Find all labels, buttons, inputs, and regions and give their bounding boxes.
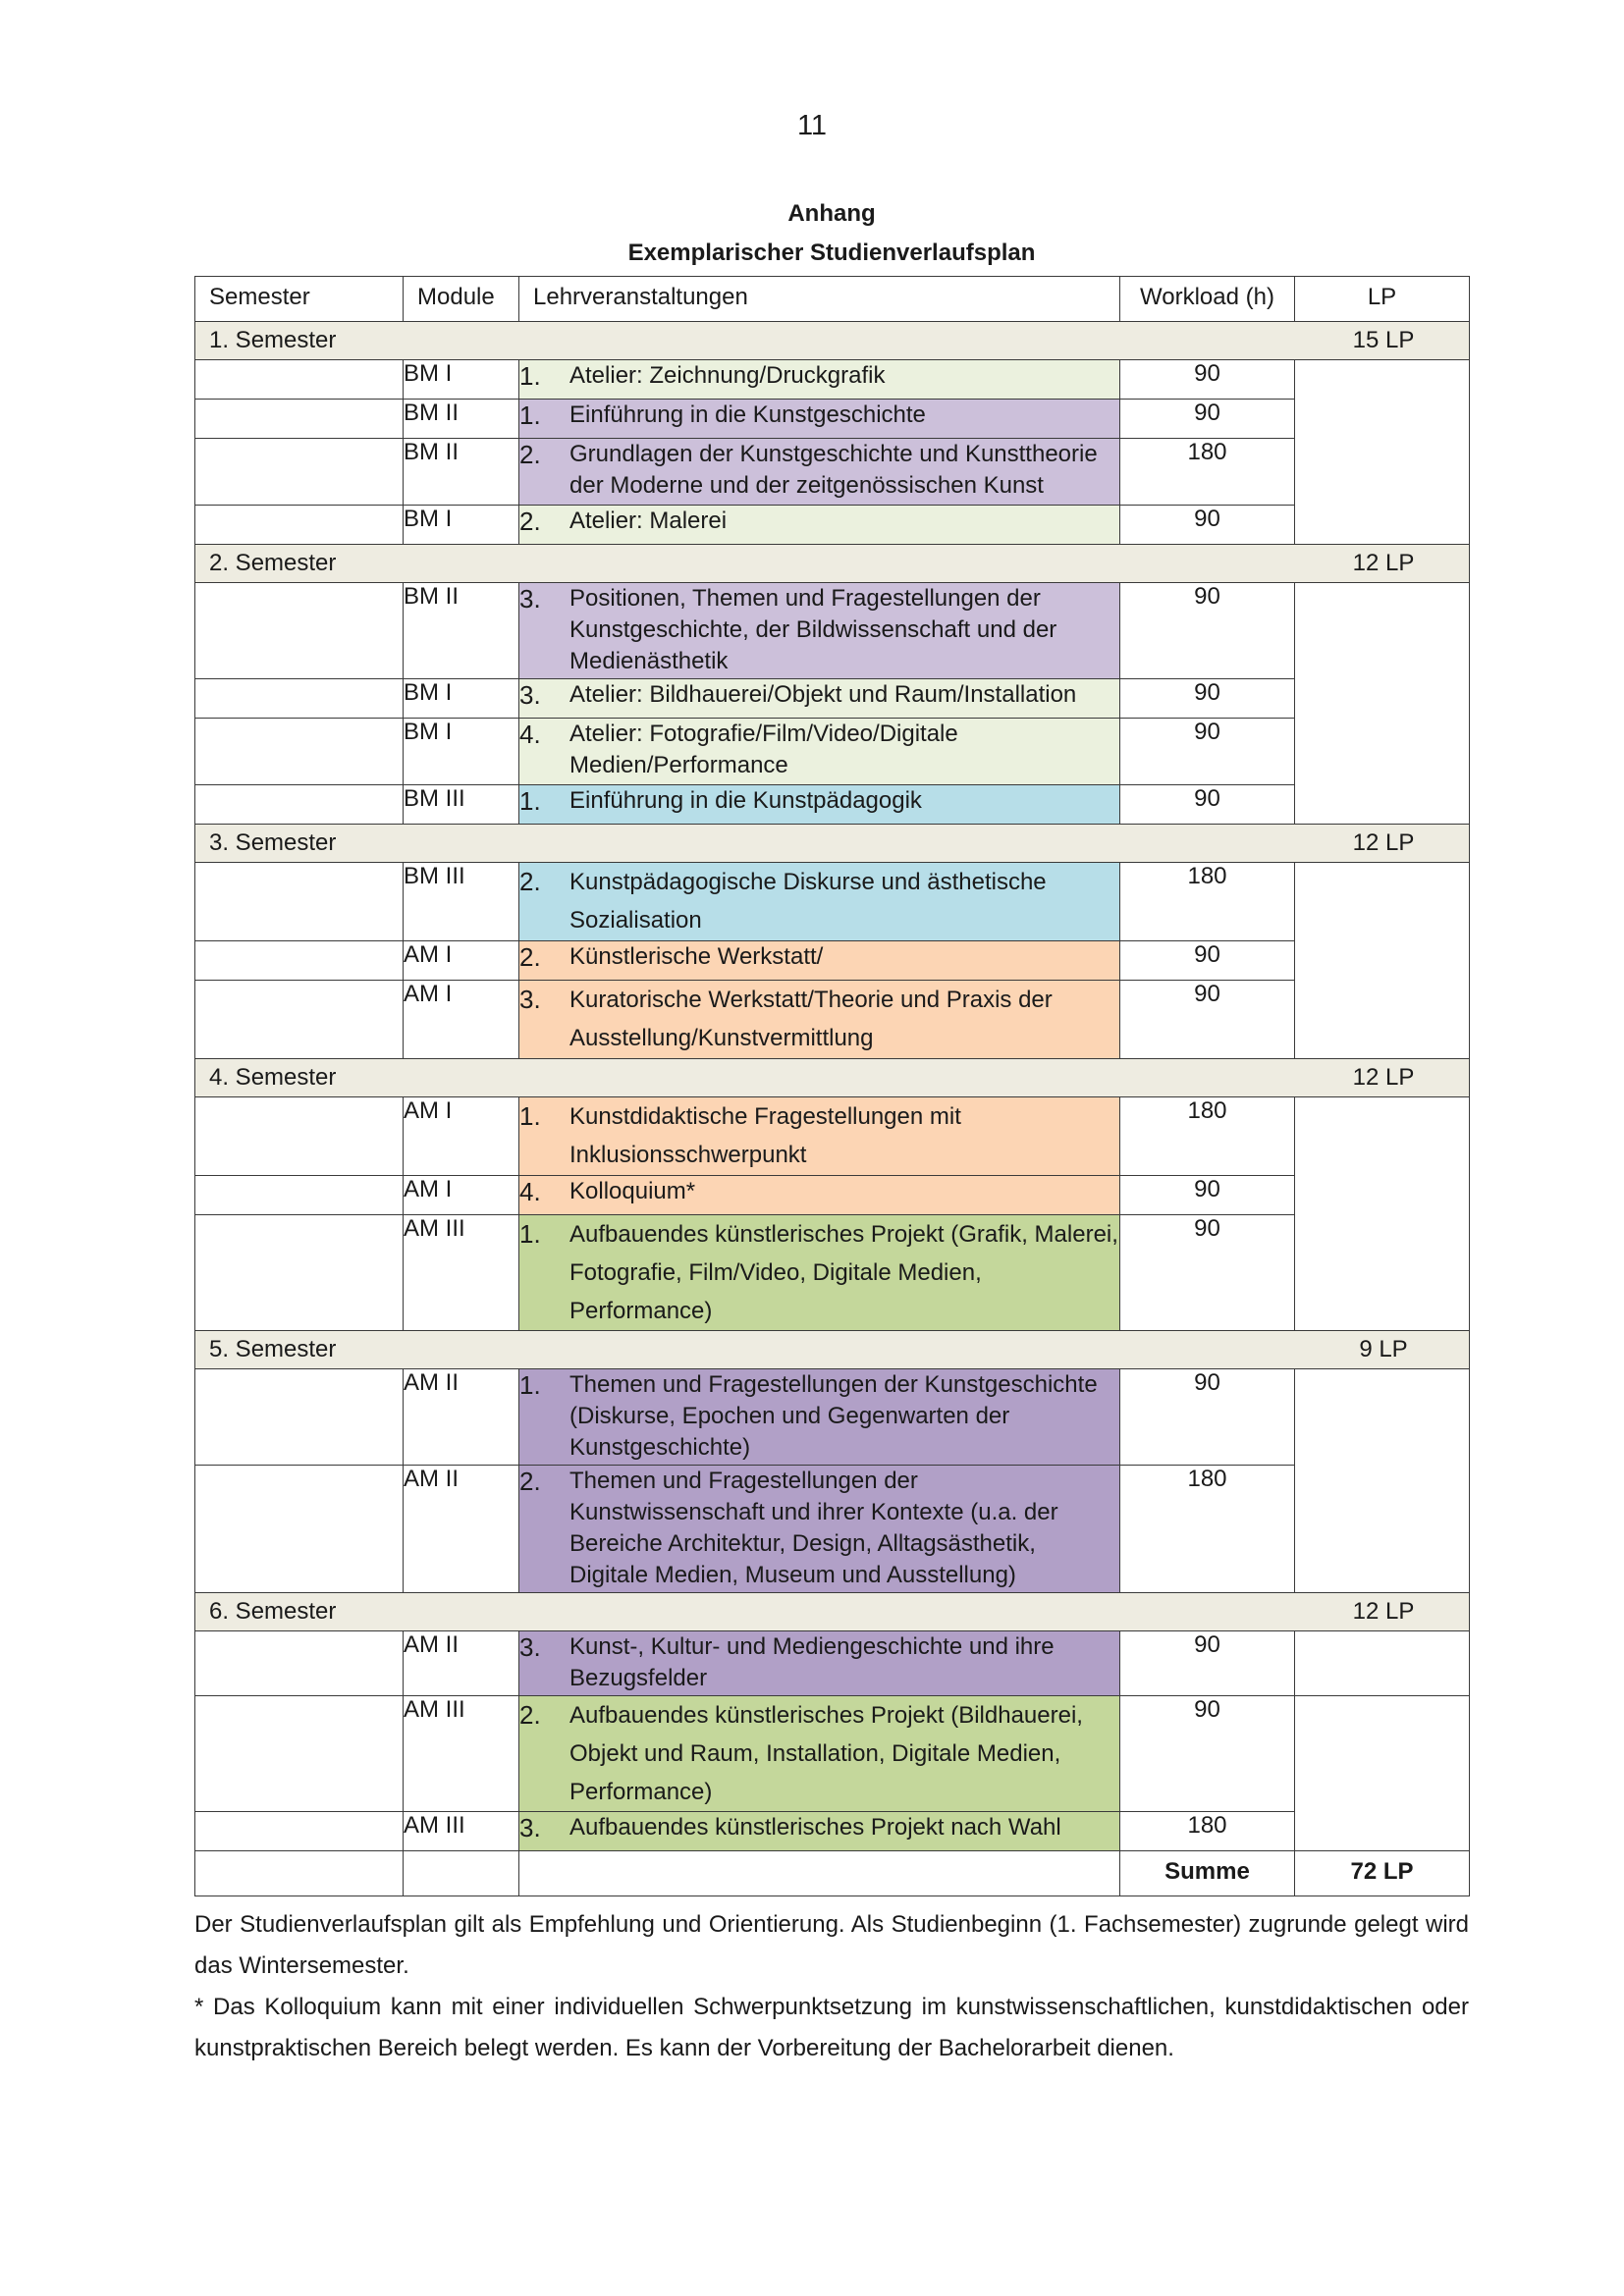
course-title: Atelier: Bildhauerei/Objekt und Raum/Installation <box>569 681 1077 708</box>
course-number: 3. <box>519 1813 541 1842</box>
course-title: Einführung in die Kunstpädagogik <box>569 787 922 814</box>
semester-row <box>195 1593 1470 1631</box>
summary-label: Summe <box>1120 1851 1295 1896</box>
module-cell: BM II <box>404 439 519 506</box>
course-title: Kuratorische Werkstatt/Theorie und Praxis der Ausstellung/Kunstvermittlung <box>569 987 1053 1051</box>
course-title: Kunstdidaktische Fragestellungen mit Inklusionsschwerpunkt <box>569 1103 961 1168</box>
course-cell <box>519 1097 1120 1176</box>
semester-label: 4. Semester <box>209 1064 337 1091</box>
course-number: 2. <box>519 942 541 972</box>
workload-cell: 90 <box>1120 1369 1295 1466</box>
workload-cell: 180 <box>1120 1097 1295 1176</box>
course-number: 1. <box>519 361 541 391</box>
workload-cell: 90 <box>1120 400 1295 439</box>
workload-cell: 90 <box>1120 360 1295 400</box>
course-number: 1. <box>519 1219 541 1249</box>
course-cell <box>519 1812 1120 1851</box>
module-cell: BM I <box>404 360 519 400</box>
module-cell: AM III <box>404 1812 519 1851</box>
course-cell <box>519 719 1120 785</box>
module-cell: BM I <box>404 679 519 719</box>
lp-cell <box>1295 360 1470 545</box>
course-number: 3. <box>519 985 541 1014</box>
course-title: Einführung in die Kunstgeschichte <box>569 401 926 428</box>
table-row <box>195 1466 1470 1593</box>
module-cell: AM I <box>404 981 519 1059</box>
semester-lp: 12 LP <box>1352 550 1415 576</box>
module-cell: AM II <box>404 1631 519 1696</box>
study-plan-table <box>194 276 1470 1896</box>
table-row <box>195 1097 1470 1176</box>
course-title: Atelier: Zeichnung/Druckgrafik <box>569 362 886 389</box>
course-cell <box>519 1696 1120 1812</box>
course-number: 3. <box>519 680 541 710</box>
workload-cell: 90 <box>1120 719 1295 785</box>
table-header-row <box>195 277 1470 322</box>
semester-label: 5. Semester <box>209 1336 337 1362</box>
table-row <box>195 400 1470 439</box>
course-title: Aufbauendes künstlerisches Projekt (Bildhauerei, Objekt und Raum, Installation, Digitale Medien, Performance) <box>569 1702 1083 1805</box>
workload-cell: 180 <box>1120 1812 1295 1851</box>
page-number: 11 <box>796 110 828 141</box>
semester-lp: 9 LP <box>1359 1336 1408 1362</box>
table-row <box>195 679 1470 719</box>
column-header-courses: Lehrveranstaltungen <box>519 277 1120 322</box>
table-row <box>195 1696 1470 1812</box>
workload-cell: 90 <box>1120 583 1295 679</box>
lp-cell <box>1295 583 1470 825</box>
course-number: 2. <box>519 1700 541 1730</box>
semester-row <box>195 1331 1470 1369</box>
workload-cell: 90 <box>1120 1696 1295 1812</box>
module-cell: BM II <box>404 400 519 439</box>
table-row <box>195 583 1470 679</box>
course-title: Atelier: Malerei <box>569 507 728 534</box>
semester-row <box>195 545 1470 583</box>
column-header-workload: Workload (h) <box>1120 277 1295 322</box>
module-cell: AM III <box>404 1215 519 1331</box>
semester-lp: 15 LP <box>1352 327 1415 353</box>
semester-row <box>195 1059 1470 1097</box>
workload-cell: 90 <box>1120 679 1295 719</box>
table-row <box>195 439 1470 506</box>
course-cell <box>519 1215 1120 1331</box>
table-row <box>195 1215 1470 1331</box>
table-row <box>195 1812 1470 1851</box>
table-row <box>195 1369 1470 1466</box>
table-row <box>195 1176 1470 1215</box>
course-number: 1. <box>519 786 541 816</box>
course-title: Aufbauendes künstlerisches Projekt (Grafik, Malerei, Fotografie, Film/Video, Digitale Medien, Performance) <box>569 1221 1118 1324</box>
module-cell: BM I <box>404 506 519 545</box>
table-row <box>195 785 1470 825</box>
semester-row <box>195 322 1470 360</box>
workload-cell: 180 <box>1120 863 1295 941</box>
workload-cell: 180 <box>1120 439 1295 506</box>
course-number: 1. <box>519 1370 541 1400</box>
course-cell <box>519 439 1120 506</box>
table-row <box>195 506 1470 545</box>
workload-cell: 90 <box>1120 785 1295 825</box>
course-title: Aufbauendes künstlerisches Projekt nach Wahl <box>569 1814 1061 1841</box>
semester-lp: 12 LP <box>1352 829 1415 856</box>
semester-row <box>195 825 1470 863</box>
lp-cell <box>1295 863 1470 1059</box>
course-title: Künstlerische Werkstatt/ <box>569 943 824 970</box>
workload-cell: 90 <box>1120 506 1295 545</box>
course-cell <box>519 1369 1120 1466</box>
table-row <box>195 941 1470 981</box>
course-cell <box>519 583 1120 679</box>
course-title: Kunst-, Kultur- und Mediengeschichte und ihre Bezugsfelder <box>569 1633 1055 1691</box>
course-cell <box>519 506 1120 545</box>
course-cell <box>519 360 1120 400</box>
table-row <box>195 1631 1470 1696</box>
course-title: Themen und Fragestellungen der Kunstgeschichte (Diskurse, Epochen und Gegenwarten der Kunstgeschichte) <box>569 1371 1098 1461</box>
workload-cell: 90 <box>1120 1176 1295 1215</box>
module-cell: BM III <box>404 785 519 825</box>
module-cell: AM I <box>404 1097 519 1176</box>
course-number: 4. <box>519 720 541 749</box>
course-number: 2. <box>519 507 541 536</box>
course-cell <box>519 981 1120 1059</box>
course-number: 2. <box>519 440 541 469</box>
workload-cell: 90 <box>1120 1631 1295 1696</box>
course-title: Themen und Fragestellungen der Kunstwissenschaft und ihrer Kontexte (u.a. der Bereiche Architektur, Design, Alltagsästhetik, Digitale Medien, Museum und Ausstellung) <box>569 1468 1058 1588</box>
semester-lp: 12 LP <box>1352 1598 1415 1625</box>
lp-cell <box>1295 1097 1470 1331</box>
summary-row <box>195 1851 1470 1896</box>
module-cell: BM III <box>404 863 519 941</box>
course-title: Kunstpädagogische Diskurse und ästhetische Sozialisation <box>569 869 1047 934</box>
course-cell <box>519 1631 1120 1696</box>
course-number: 2. <box>519 1467 541 1496</box>
column-header-module: Module <box>404 277 519 322</box>
course-cell <box>519 1466 1120 1593</box>
course-number: 3. <box>519 1632 541 1662</box>
course-cell <box>519 679 1120 719</box>
module-cell: AM III <box>404 1696 519 1812</box>
course-cell <box>519 941 1120 981</box>
course-title: Kolloquium* <box>569 1178 696 1204</box>
module-cell: AM II <box>404 1369 519 1466</box>
course-cell <box>519 785 1120 825</box>
semester-label: 1. Semester <box>209 327 337 353</box>
course-number: 3. <box>519 584 541 614</box>
module-cell: AM II <box>404 1466 519 1593</box>
table-row <box>195 360 1470 400</box>
note-paragraph: Der Studienverlaufsplan gilt als Empfehlung und Orientierung. Als Studienbeginn (1. Fachsemester) zugrunde gelegt wird das Wintersemester. <box>194 1911 1469 1979</box>
document-subheading: Exemplarischer Studienverlaufsplan <box>627 240 1036 266</box>
column-header-lp: LP <box>1295 277 1470 322</box>
module-cell: BM I <box>404 719 519 785</box>
module-cell: BM II <box>404 583 519 679</box>
table-row <box>195 863 1470 941</box>
course-title: Atelier: Fotografie/Film/Video/Digitale Medien/Performance <box>569 721 958 778</box>
module-cell: AM I <box>404 1176 519 1215</box>
course-number: 1. <box>519 1101 541 1131</box>
course-cell <box>519 863 1120 941</box>
table-row <box>195 981 1470 1059</box>
semester-label: 2. Semester <box>209 550 337 576</box>
column-header-semester: Semester <box>195 277 404 322</box>
semester-label: 6. Semester <box>209 1598 337 1625</box>
course-number: 4. <box>519 1177 541 1206</box>
course-title: Positionen, Themen und Fragestellungen der Kunstgeschichte, der Bildwissenschaft und der Medienästhetik <box>569 585 1057 674</box>
summary-lp: 72 LP <box>1295 1851 1470 1896</box>
workload-cell: 90 <box>1120 981 1295 1059</box>
course-number: 2. <box>519 867 541 896</box>
document-heading: Anhang <box>787 200 876 227</box>
workload-cell: 180 <box>1120 1466 1295 1593</box>
course-cell <box>519 1176 1120 1215</box>
footnote-paragraph: * Das Kolloquium kann mit einer individuellen Schwerpunktsetzung im kunstwissenschaftlichen, kunstdidaktischen oder kunstpraktischen Bereich belegt werden. Es kann der Vorbereitung der Bachelorarbeit dienen. <box>194 1994 1469 2061</box>
module-cell: AM I <box>404 941 519 981</box>
lp-cell <box>1295 1369 1470 1593</box>
course-title: Grundlagen der Kunstgeschichte und Kunsttheorie der Moderne und der zeitgenössischen Kunst <box>569 441 1098 499</box>
workload-cell: 90 <box>1120 941 1295 981</box>
semester-label: 3. Semester <box>209 829 337 856</box>
semester-lp: 12 LP <box>1352 1064 1415 1091</box>
lp-cell <box>1295 1696 1470 1851</box>
workload-cell: 90 <box>1120 1215 1295 1331</box>
course-cell <box>519 400 1120 439</box>
course-number: 1. <box>519 400 541 430</box>
table-row <box>195 719 1470 785</box>
lp-cell <box>1295 1631 1470 1696</box>
